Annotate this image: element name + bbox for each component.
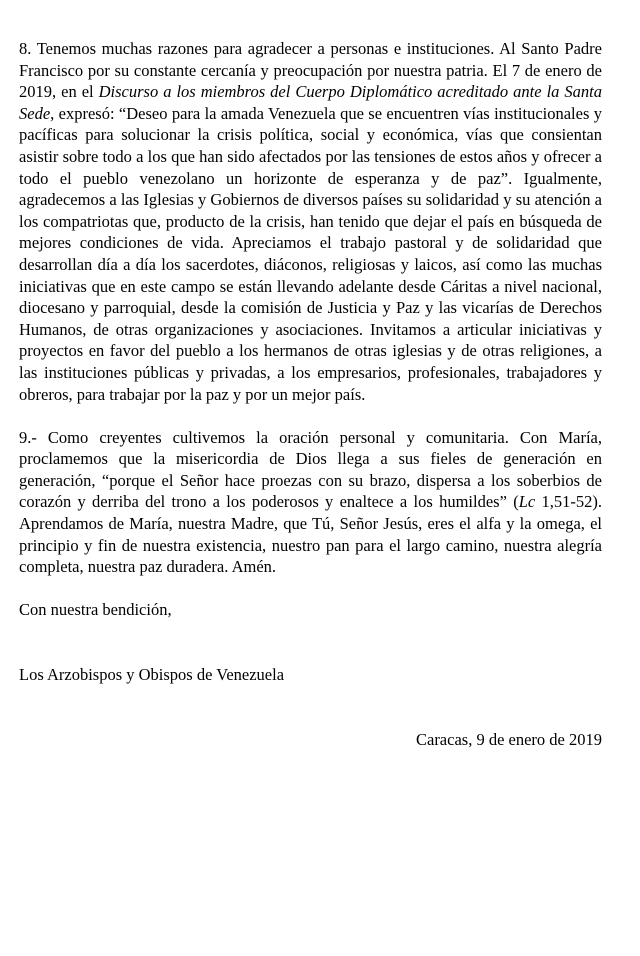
paragraph-9 — [19, 427, 602, 578]
paragraph-spacer — [19, 621, 602, 664]
paragraph-spacer — [19, 578, 602, 600]
paragraph-8 — [19, 38, 602, 405]
paragraph-spacer — [19, 686, 602, 729]
place-date-line: Caracas, 9 de enero de 2019 — [415, 729, 602, 749]
signature-line: Los Arzobispos y Obispos de Venezuela — [19, 665, 285, 685]
paragraph-8-italic-title: Discurso a los miembros del Cuerpo Diplomático acreditado ante la Santa Sede — [19, 82, 602, 123]
paragraph-9-italic-citation: Lc — [518, 492, 536, 512]
paragraph-8-text-b: , expresó: “Deseo para la amada Venezuela que se encuentren vías institucionales y pacíficas para solucionar la crisis política, social y económica, vías que consientan asistir sobre todo a los que han sido afectados por las tensiones de estos años y ofrecer a todo el pueblo venezolano un horizonte de esperanza y de paz”. Igualmente, agradecemos a las Iglesias y Gobiernos de diversos países su solidaridad y su atención a los compatriotas que, producto de la crisis, han tenido que dejar el país en búsqueda de mejores condiciones de vida. Apreciamos el trabajo pastoral y de solidaridad que desarrollan día a día los sacerdotes, diáconos, religiosas y laicos, así como las muchas iniciativas que en este campo se están llevando adelante desde Cáritas a nivel nacional, diocesano y parroquial, desde la comisión de Justicia y Paz y las vicarías de Derechos Humanos, de otras organizaciones y asociaciones. Invitamos a articular iniciativas y proyectos en favor del pueblo a los hermanos de otras iglesias y de otras religiones, a las instituciones públicas y privadas, a los empresarios, profesionales, trabajadores y obreros, para trabajar por la paz y por un mejor país. — [19, 103, 602, 404]
paragraph-9-text-a: 9.- Como creyentes cultivemos la oración personal y comunitaria. Con María, proclamemos que la misericordia de Dios llega a sus fieles de generación en generación, “porque el Señor hace proezas con su brazo, dispersa a los soberbios de corazón y derriba del trono a los poderosos y enaltece a los humildes” ( — [19, 427, 602, 512]
paragraph-9-text-b: 1,51-52). Aprendamos de María, nuestra Madre, que Tú, Señor Jesús, eres el alfa y la omega, el principio y fin de nuestra existencia, nuestro pan para el largo camino, nuestra alegría completa, nuestra paz duradera. Amén. — [19, 492, 602, 577]
blessing-line: Con nuestra bendición, — [19, 600, 172, 620]
paragraph-spacer — [19, 405, 602, 427]
document-page — [19, 38, 602, 750]
paragraph-8-text-a: 8. Tenemos muchas razones para agradecer a personas e instituciones. Al Santo Padre Francisco por su constante cercanía y preocupación por nuestra patria. El 7 de enero de 2019, en el — [19, 39, 602, 102]
